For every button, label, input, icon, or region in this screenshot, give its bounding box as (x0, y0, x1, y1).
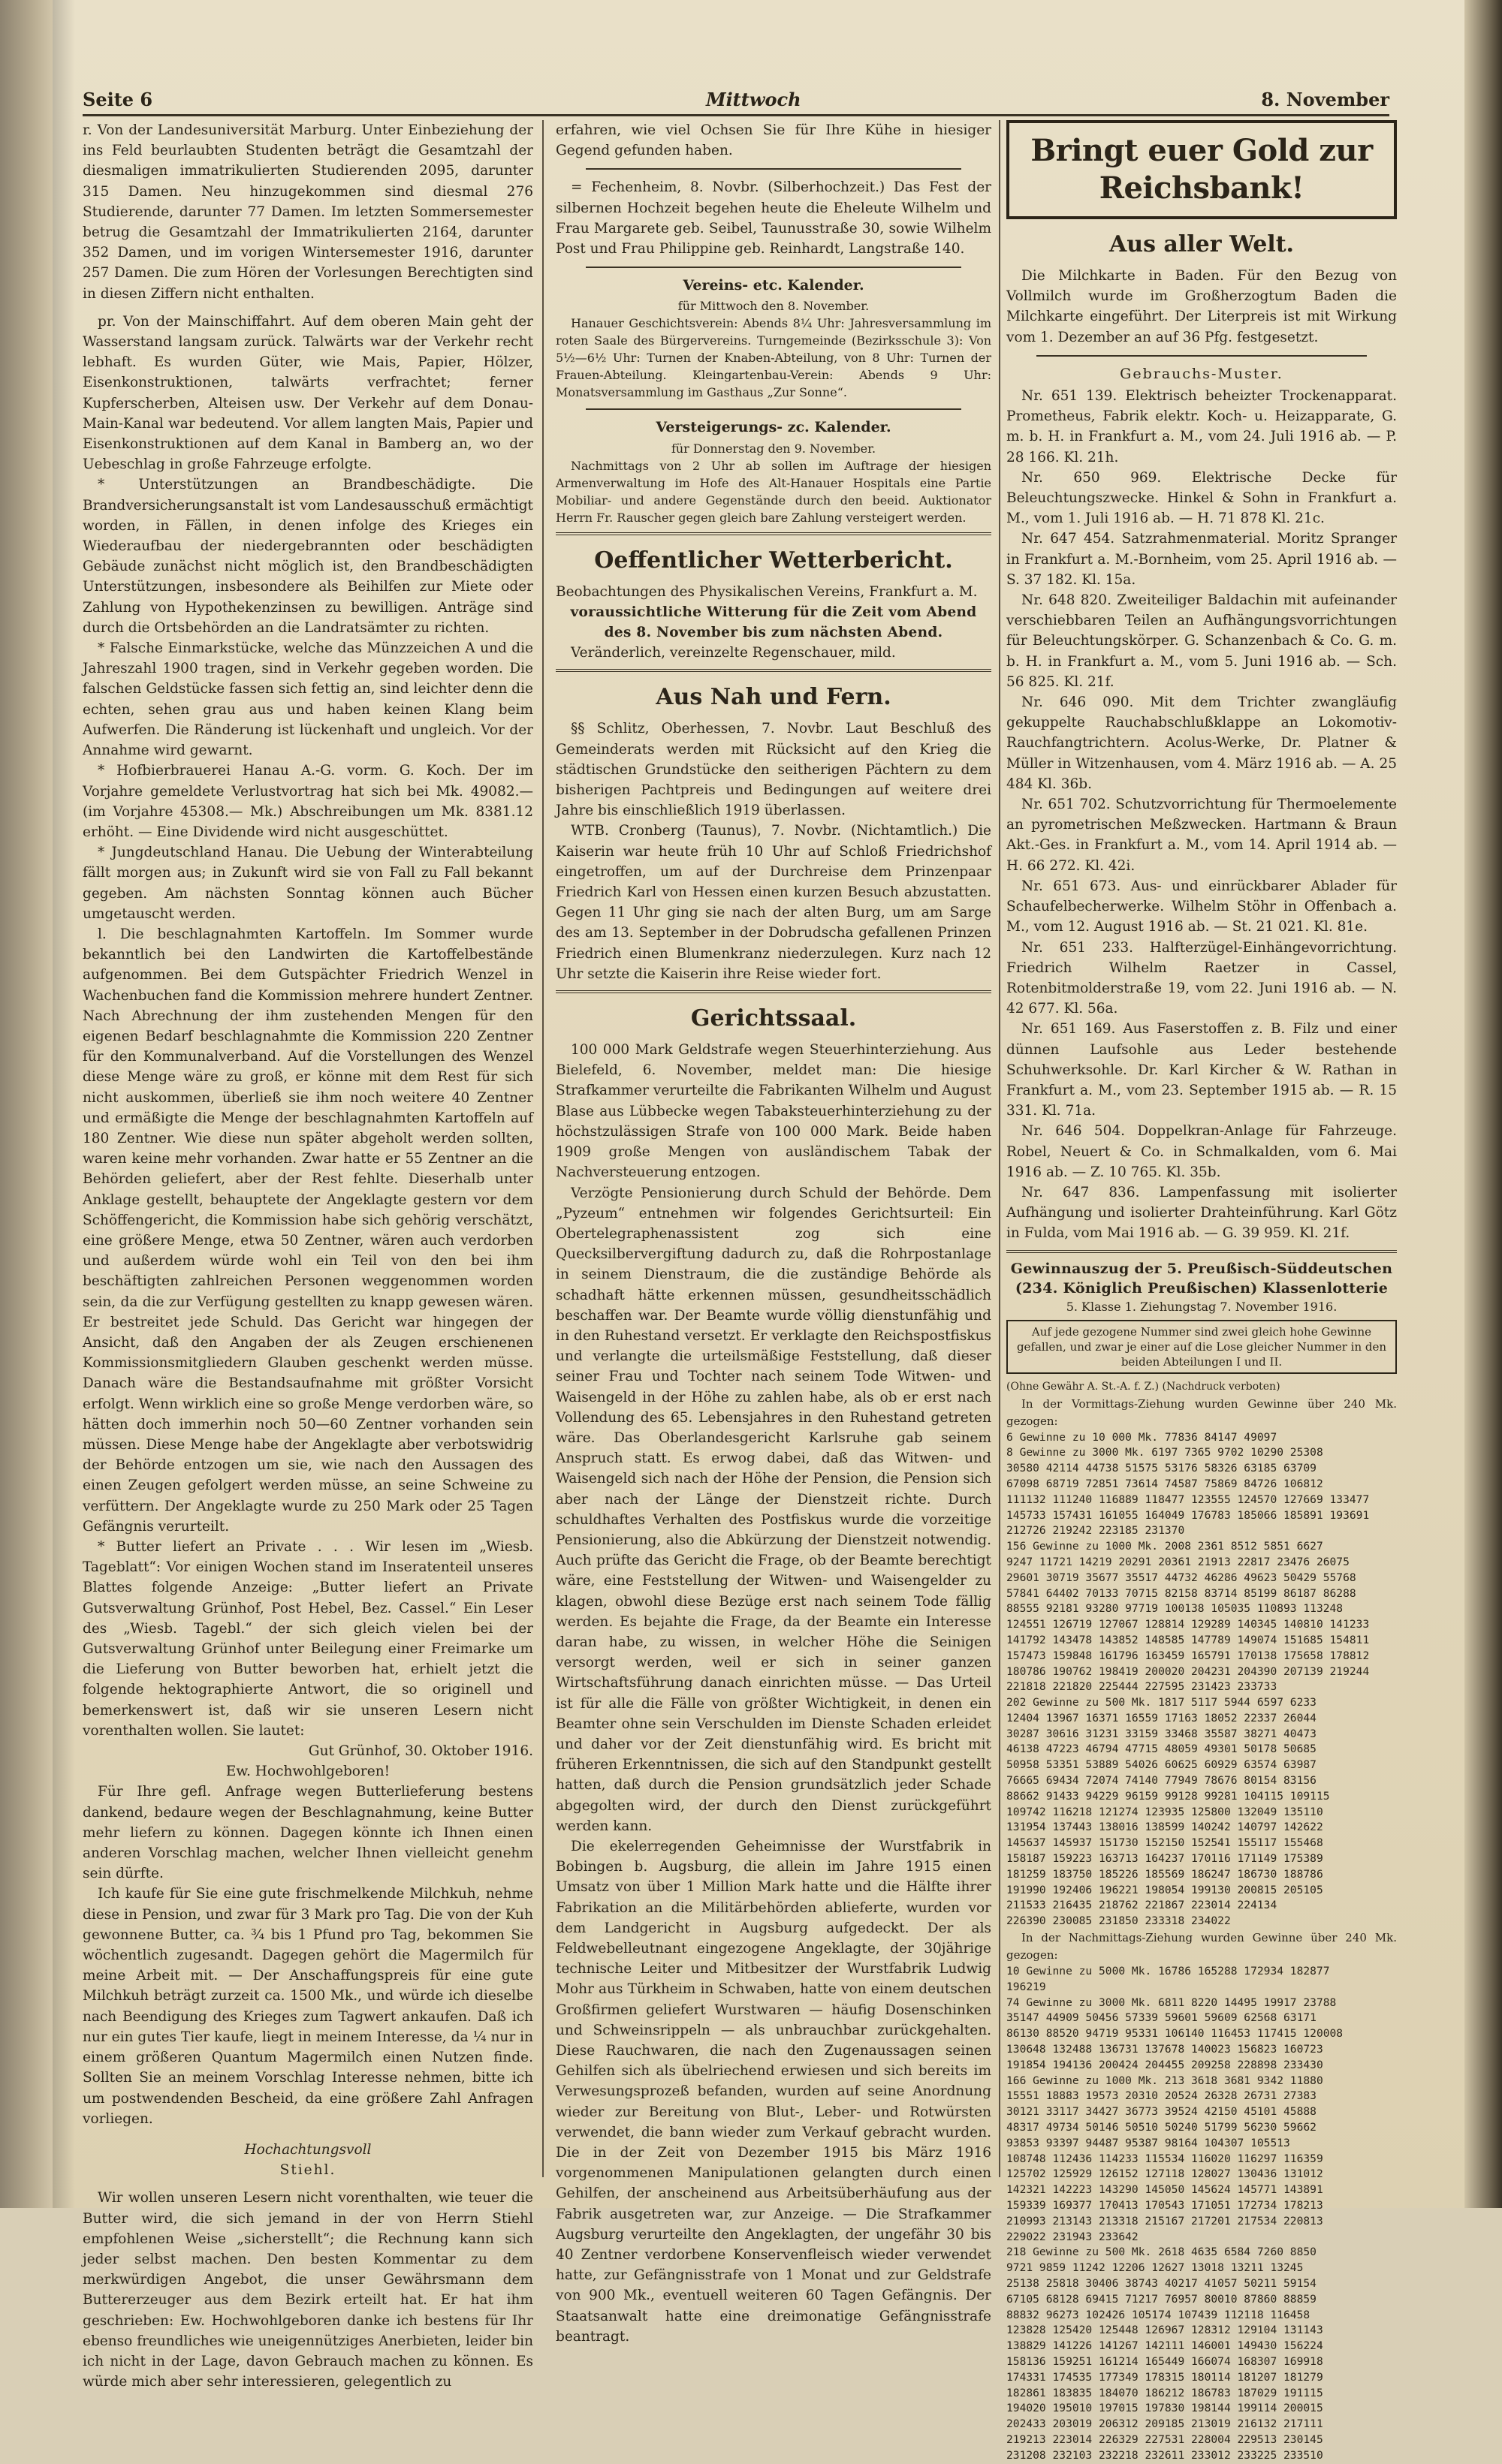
lotto-number-line: 202 Gewinne zu 500 Mk. 1817 5117 5944 6597 6233 (1006, 1696, 1317, 1709)
article-einmarkstuecke: * Falsche Einmarkstücke, welche das Münzzeichen A und die Jahreszahl 1900 tragen, sind in Verkehr gegeben worden. Die falschen Geldstücke fassen sich fettig an, sind leichter denn die echten, sehen grau aus und haben keinen Klang beim Aufwerfen. Die Ränderung ist lückenhaft und ungleich. Vor der Annahme wird gewarnt. (83, 640, 533, 759)
lotto-number-line: 125702 125929 126152 127118 128027 130436 131012 (1006, 2167, 1323, 2181)
article-hofbierbrauerei: * Hofbierbrauerei Hanau A.-G. vorm. G. Koch. Der im Vorjahre gemeldete Verlustvortrag hat sich bei Mk. 49082.— (im Vorjahre 45308.— Mk.) Abschreibungen um Mk. 8381.12 erhöht. — Eine Dividende wird nicht ausgeschüttet. (83, 763, 533, 840)
gm-item: Nr. 651 169. Aus Faserstoffen z. B. Filz und einer dünnen Laufsohle aus Leder bestehende Schuhwerksohle. Dr. Karl Kircher & W. Rathan in Frankfurt a. M., vom 23. September 1915 ab. — R. 15 331. Kl. 71a. (1006, 1021, 1397, 1119)
gm-item: Nr. 651 702. Schutzvorrichtung für Thermoelemente an pyrometrischen Meßzwecken. Hartmann & Braun Akt.-Ges. in Frankfurt a. M., vom 14. April 1914 ab. — H. 66 272. Kl. 42i. (1006, 797, 1397, 874)
lotto-numbers-afternoon (1006, 1964, 1397, 2464)
lotto-number-line: 88832 96273 102426 105174 107439 112118 116458 (1006, 2308, 1310, 2321)
article-jungdeutschland: * Jungdeutschland Hanau. Die Uebung der Winterabteilung fällt morgen aus; in Zukunft wird sie von Fall zu Fall bekannt gegeben. Am nächsten Sonntag können auch Bücher umgetauscht werden. (83, 845, 533, 922)
article-cronberg: WTB. Cronberg (Taunus), 7. Novbr. (Nichtamtlich.) Die Kaiserin war heute früh 10 Uhr auf Schloß Friedrichshof eingetroffen, um auf der Durchreise dem Prinzenpaar Friedrich Karl von Hessen einen kurzen Besuch abzustatten. Gegen 11 Uhr ging sie nach der alten Burg, um am Sarge des am 13. September in der Dobrudscha gefallenen Prinzen Friedrich einen Blumenkranz niederzulegen. Kurz nach 12 Uhr setzte die Kaiserin ihre Reise wieder fort. (556, 823, 991, 982)
book-spine (0, 0, 53, 2208)
article-marburg: r. Von der Landesuniversität Marburg. Unter Einbeziehung der ins Feld beurlaubten Studenten beträgt die Gesamtzahl der diesmaligen immatrikulierten Studierenden 2095, darunter 315 Damen. Neu hinzugekommen sind diesmal 276 Studierende, darunter 77 Damen. Im letzten Sommersemester betrug die Gesamtzahl der Immatrikulierten 2164, darunter 352 Damen, und im vorigen Wintersemester 1916, darunter 257 Damen. Die zum Hören der Vorlesungen Berechtigten sind in diesen Ziffern nicht enthalten. (83, 122, 533, 302)
vereins-text: Hanauer Geschichtsverein: Abends 8¼ Uhr: Jahresversammlung im roten Saale des Bürgervereins. Turngemeinde (Bezirksschule 3): Von 5½—6½ Uhr: Turnen der Knaben-Abteilung, von 8 Uhr: Turnen der Frauen-Abteilung. Kleingartenbau-Verein: Abends 9 Uhr: Monatsversammlung im Gasthaus „Zur Sonne“. (556, 316, 991, 400)
wetter-forecast: Veränderlich, vereinzelte Regenschauer, mild. (571, 645, 896, 661)
lotto-number-line: 157473 159848 161796 163459 165791 170138 175658 178812 (1006, 1649, 1370, 1662)
separator (586, 168, 961, 170)
lotto-number-line: 93853 93397 94487 95387 98164 104307 105513 (1006, 2136, 1290, 2149)
lotto-number-line: 131954 137443 138016 138599 140242 140797 142622 (1006, 1821, 1323, 1834)
lotto-number-line: 159339 169377 170413 170543 171051 172734 178213 (1006, 2199, 1323, 2212)
lotto-number-line: 158136 159251 161214 165449 166074 168307 169918 (1006, 2354, 1323, 2368)
lotto-number-line: 108748 112436 114233 115534 116020 116297 116359 (1006, 2152, 1323, 2165)
verst-title: Versteigerungs- zc. Kalender. (656, 419, 891, 436)
gm-item: Nr. 648 820. Zweiteiliger Baldachin mit aufeinander verschiebbaren Teilen an Aufhängungsvorrichtungen für Beleuchtungskörper. G. Schanzenbach & Co. G. m. b. H. in Frankfurt a. M., vom 5. Juni 1916 ab. — Sch. 56 825. Kl. 21f. (1006, 592, 1397, 690)
nah-title: Aus Nah und Fern. (656, 684, 891, 711)
letter-signature: Stiehl. (279, 2162, 336, 2179)
wetter-line: voraussichtliche Witterung für die Zeit vom Abend des 8. November bis zum nächsten Abend. (570, 604, 977, 641)
lotto-number-line: 194020 195010 197015 197830 198144 199114 200015 (1006, 2402, 1323, 2415)
separator (556, 669, 991, 672)
lotto-number-line: 86130 88520 94719 95331 106140 116453 117415 120008 (1006, 2027, 1344, 2041)
gm-item: Nr. 646 090. Mit dem Trichter zwangläufig gekuppelte Rauchabschlußklappe an Lokomotiv-Rauchfangtrichtern. Acolus-Werke, Dr. Platner & Müller in Witzenhausen, vom 4. März 1916 ab. — A. 25 484 Kl. 36b. (1006, 694, 1397, 792)
lotto-number-line: 29601 30719 35677 35517 44732 46286 49623 50429 55768 (1006, 1571, 1356, 1584)
lotto-number-line: 219213 223014 226329 227531 228004 229513 230145 (1006, 2432, 1323, 2446)
lotto-number-line: 191854 194136 200424 204455 209258 228898 233430 (1006, 2058, 1323, 2071)
lotto-number-line: 12404 13967 16371 16559 17163 18052 22337 26044 (1006, 1711, 1317, 1724)
lotto-number-line: 145637 145937 151730 152150 152541 155117 155468 (1006, 1836, 1323, 1850)
lotto-number-line: 88555 92181 93280 97719 100138 105035 110893 113248 (1006, 1602, 1344, 1616)
lotto-number-line: 35147 44909 50456 57339 59601 59609 62568 63171 (1006, 2011, 1317, 2025)
lotto-number-line: 10 Gewinne zu 5000 Mk. 16786 165288 172934 182877 (1006, 1965, 1330, 1978)
separator (586, 267, 961, 268)
lotto-number-line: 212726 219242 223185 231370 (1006, 1524, 1185, 1538)
lotto-number-line: 210993 213143 213318 215167 217201 217534 220813 (1006, 2214, 1323, 2228)
gericht-title: Gerichtssaal. (690, 1005, 857, 1032)
lotto-note: (Ohne Gewähr A. St.-A. f. Z.) (Nachdruck verboten) (1006, 1380, 1280, 1393)
lotto-number-line: 231208 232103 232218 232611 233012 233225 233510 (1006, 2448, 1323, 2462)
running-header (83, 84, 1389, 116)
lotto-number-line: 67098 68719 72851 73614 74587 75869 84726 106812 (1006, 1477, 1323, 1490)
letter-date: Gut Grünhof, 30. Oktober 1916. (308, 1743, 533, 1760)
article-bielefeld: 100 000 Mark Geldstrafe wegen Steuerhinterziehung. Aus Bielefeld, 6. November, meldet man: Die hiesige Strafkammer verurteilte die Fabrikanten Wilhelm und August Blase aus Lübbecke wegen Tabaksteuerhinterziehung zu der höchstzulässigen Strafe von 100 000 Mark. Beide haben 1909 große Mengen von ausländischem Tabak der Nachversteuerung entzogen. (556, 1042, 991, 1181)
lotto-number-line: 156 Gewinne zu 1000 Mk. 2008 2361 8512 5851 6627 (1006, 1540, 1323, 1553)
lotto-number-line: 88662 91433 94229 96159 99128 99281 104115 109115 (1006, 1789, 1330, 1803)
lotto-number-line: 142321 142223 143290 145050 145624 145771 143891 (1006, 2183, 1323, 2197)
lotto-number-line: 25138 25818 30406 38743 40217 41057 50211 59154 (1006, 2276, 1317, 2290)
lotto-number-line: 9247 11721 14219 20291 20361 21913 22817 23476 26075 (1006, 1555, 1350, 1568)
lotto-number-line: 111132 111240 116889 118477 123555 124570 127669 133477 (1006, 1493, 1370, 1506)
article-fechenheim: = Fechenheim, 8. Novbr. (Silberhochzeit.) Das Fest der silbernen Hochzeit begehen heute die Eheleute Wilhelm und Frau Margarete geb. Seibel, Taunusstraße 30, sowie Wilhelm Post und Frau Philippine geb. Reinhardt, Langstraße 140. (556, 179, 991, 258)
vereins-title: Vereins- etc. Kalender. (683, 277, 864, 294)
article-butter-tail: Wir wollen unseren Lesern nicht vorenthalten, wie teuer die Butter wird, die sich jemand in der von Herrn Stiehl empfohlenen Weise „sicherstellt“; die Rechnung kann sich jeder selbst machen. Den besten Kommentar zu dem merkwürdigen Angebot, die unser Gewährsmann dem Buttererzeuger aus dem Bezirk erteilt hat. Er hat ihm geschrieben: Ew. Hochwohlgeboren danke ich bestens für Ihr ebenso freundliches wie uneigennütziges Anerbieten, leider bin ich nicht in der Lage, davon Gebrauch machen zu können. Es würde mich aber sehr interessieren, gelegentlich zu (83, 2190, 533, 2390)
lotto-number-line: 46138 47223 46794 47715 48059 49301 50178 50685 (1006, 1743, 1317, 1756)
separator (1006, 1250, 1397, 1253)
article-butter: * Butter liefert an Private . . . Wir lesen im „Wiesb. Tageblatt“: Vor einigen Wochen stand im Inseratenteil unseres Blattes folgende Anzeige: „Butter liefert an Private Gutsverwaltung Grünhof, Post Hebel, Bez. Cassel.“ Ein Leser des „Wiesb. Tagebl.“ der sich gleich vielen bei der Gutsverwaltung Grünhof unter Beilegung einer Freimarke um die Lieferung von Butter beworben hat, erhielt jetzt die folgende hektographierte Antwort, die so originell und bemerkenswert ist, daß wir sie unseren Lesern nicht vorenthalten wollen. Sie lautet: (83, 1539, 533, 1739)
lotto-number-line: 211533 216435 218762 221867 223014 224134 (1006, 1899, 1277, 1912)
lotto-number-line: 229022 231943 233642 (1006, 2230, 1139, 2243)
lotto-number-line: 182861 183835 184070 186212 186783 187029 191115 (1006, 2386, 1323, 2399)
lotto-number-line: 30287 30616 31231 33159 33468 35587 38271 40473 (1006, 1727, 1317, 1740)
vereins-date: für Mittwoch den 8. November. (677, 299, 870, 314)
article-kartoffeln: l. Die beschlagnahmten Kartoffeln. Im Sommer wurde bekanntlich bei den Landwirten die Kartoffelbestände aufgenommen. Bei dem Gutspächter Friedrich Wenzel in Wachenbuchen fand die Kommission mehrere hundert Zentner. Nach Abrechnung der ihm zustehenden Mengen für den eigenen Bedarf beschlagnahmte die Kommission 220 Zentner für den Kommunalverband. Auf die Vorstellungen des Wenzel diese Menge wäre zu groß, er könne mit dem Rest für sich nicht auskommen, überließ sie ihm noch weitere 40 Zentner und ermäßigte die Menge der beschlagnahmten Kartoffeln auf 180 Zentner. Wie diese nun später abgeholt werden sollten, waren keine mehr vorhanden. Zwar hatte er 55 Zentner an die Behörden geliefert, aber der Rest fehlte. Dieserhalb unter Anklage gestellt, behauptete der Angeklagte gestern vor dem Schöffengericht, die Kommission habe sich gehörig verschätzt, eine größere Menge, etwa 50 Zentner, wären auch verdorben und außerdem würde wohl ein Teil von den bei ihm beschäftigten zahlreichen Personen weggenommen worden sein, da die zur Verfügung gestellten zu knapp gewesen wären. Er bestreitet jede Schuld. Das Gericht war hingegen der Ansicht, daß den Angaben der als Zeugen erschienenen Kommissionsmitgliedern Glauben geschenkt werden müsse. Danach wäre die Bestandsaufnahme mit größter Vorsicht erfolgt. Wenn wirklich eine so große Menge verdorben wäre, so hätten doch immerhin noch 50—60 Zentner vorhanden sein müssen. Diese Menge habe der Angeklagte aber verbotswidrig der Behörde entzogen um sie, wie nach den Aussagen des einen Zeugen gefolgert werden müsse, an seine Schweine zu verfüttern. Der Angeklagte wurde zu 250 Mark oder 25 Tagen Gefängnis verurteilt. (83, 926, 534, 1535)
letter-para: Für Ihre gefl. Anfrage wegen Butterlieferung bestens dankend, bedaure wegen der Beschlagnahmung, keine Butter mehr liefern zu können. Dagegen könnte ich Ihnen einen anderen Vorschlag machen, welcher Ihnen vielleicht genehm sein dürfte. (83, 1784, 533, 1882)
letter-para: Ich kaufe für Sie eine gute frischmelkende Milchkuh, nehme diese in Pension, und zwar für 3 Mark pro Tag. Die von der Kuh gewonnene Butter, ca. ¾ bis 1 Pfund pro Tag, bekommen Sie wöchentlich zugesandt. Dagegen gehört die Magermilch für meine Arbeit mit. — Der Anschaffungspreis für eine gute Milchkuh beträgt zurzeit ca. 1500 Mk., und würde ich dieselbe nach Beendigung des Krieges zum Tagwert ankaufen. Daß ich nur ein gutes Tier kaufe, liegt in meinem Interesse, da ¼ nur in einem größeren Quantum Magermilch einen Nutzen finde. Sollten Sie an meinem Vorschlag Interesse nehmen, bitte ich um postwendenden Bescheid, da eine größere Zahl Anfragen vorliegen. (83, 1886, 533, 2127)
lotto-number-line: 221818 221820 225444 227595 231423 233733 (1006, 1680, 1277, 1694)
lotto-number-line: 158187 159223 163713 164237 170116 171149 175389 (1006, 1852, 1323, 1866)
lotto-number-line: 145733 157431 161055 164049 176783 185066 185891 193691 (1006, 1508, 1370, 1522)
lotto-number-line: 48317 49734 50146 50510 50240 51799 56230 59662 (1006, 2121, 1317, 2134)
lotto-number-line: 181259 183750 185226 185569 186247 186730 188786 (1006, 1867, 1323, 1881)
separator (556, 532, 991, 535)
article-continued: erfahren, wie viel Ochsen Sie für Ihre Kühe in hiesiger Gegend gefunden haben. (556, 122, 991, 159)
separator (586, 408, 961, 410)
article-milchkarte: Die Milchkarte in Baden. Für den Bezug von Vollmilch wurde im Großherzogtum Baden die Milchkarte eingeführt. Der Literpreis ist mit Wirkung vom 1. Dezember an auf 36 Pfg. festgesetzt. (1006, 268, 1397, 345)
verst-date: für Donnerstag den 9. November. (671, 441, 876, 456)
lotto-number-line: 109742 116218 121274 123935 125800 132049 135110 (1006, 1805, 1323, 1818)
weekday: Mittwoch (706, 89, 801, 110)
lotto-number-line: 123828 125420 125448 126967 128312 129104 131143 (1006, 2324, 1323, 2337)
wetter-line: Beobachtungen des Physikalischen Vereins, Frankfurt a. M. (556, 583, 978, 600)
gold-banner: Bringt euer Gold zur Reichsbank! (1006, 120, 1397, 219)
lotto-number-line: 67105 68128 69415 71217 76957 80010 87860 88859 (1006, 2292, 1317, 2306)
lotto-number-line: 130648 132488 136731 137678 140023 156823 160723 (1006, 2043, 1323, 2056)
lotto-number-line: 202433 203019 206312 209185 213019 216132 217111 (1006, 2417, 1323, 2431)
lotto-number-line: 191990 192406 196221 198054 199130 200815 205105 (1006, 1883, 1323, 1896)
column-3 (1006, 120, 1397, 2462)
lotto-number-line: 124551 126719 127067 128814 129289 140345 140810 141233 (1006, 1618, 1370, 1631)
lotto-number-line: 50958 53351 53889 54026 60625 60929 63574 63987 (1006, 1758, 1317, 1772)
gm-item: Nr. 651 233. Halfterzügel-Einhängevorrichtung. Friedrich Wilhelm Raetzer in Cassel, Rotenbitmolderstraße 19, vom 22. Juni 1916 ab. — N. 42 677. Kl. 56a. (1006, 939, 1397, 1017)
lotto-number-line: 57841 64402 70133 70715 82158 83714 85199 86187 86288 (1006, 1586, 1356, 1600)
page-number: Seite 6 (83, 89, 153, 110)
column-2 (556, 120, 991, 2345)
lotto-number-line: 74 Gewinne zu 3000 Mk. 6811 8220 14495 19917 23788 (1006, 1996, 1337, 2009)
lotto-notice: Auf jede gezogene Nummer sind zwei gleich hohe Gewinne gefallen, und zwar je einer auf die Lose gleicher Nummer in den beiden Abteilungen I und II. (1006, 1320, 1397, 1374)
lotto-number-line: 6 Gewinne zu 10 000 Mk. 77836 84147 49097 (1006, 1430, 1277, 1444)
lotto-nachm: In der Nachmittags-Ziehung wurden Gewinne über 240 Mk. gezogen: (1006, 1931, 1397, 1962)
article-brandbeschaedigte: * Unterstützungen an Brandbeschädigte. Die Brandversicherungsanstalt ist vom Landesausschuß ermächtigt worden, in Fällen, in denen infolge des Krieges ein Wiederaufbau der niedergebrannten oder beschädigten Gebäude zunächst nicht möglich ist, den Brandbeschädigten Unterstützungen, insbesondere als Beihilfen zur Miete oder Zahlung von Hypothekenzinsen zu bewilligen. Anträge sind durch die Ortsbehörden an die Landratsämter zu richten. (83, 477, 533, 636)
lotto-number-line: 218 Gewinne zu 500 Mk. 2618 4635 6584 7260 8850 (1006, 2246, 1317, 2259)
lotto-vorm: In der Vormittags-Ziehung wurden Gewinne über 240 Mk. gezogen: (1006, 1396, 1397, 1428)
gutter-shadow (53, 0, 75, 2208)
lotto-number-line: 15551 18883 19573 20310 20524 26328 26731 27383 (1006, 2089, 1317, 2103)
gm-item: Nr. 651 139. Elektrisch beheizter Trockenapparat. Prometheus, Fabrik elektr. Koch- u. Heizapparate, G. m. b. H. in Frankfurt a. M., vom 24. Juli 1916 ab. — P. 28 166. Kl. 21h. (1006, 388, 1397, 465)
letter-closing: Hochachtungsvoll (244, 2141, 372, 2158)
gm-title: Gebrauchs-Muster. (1120, 365, 1283, 382)
lotto-number-line: 180786 190762 198419 200020 204231 204390 207139 219244 (1006, 1664, 1370, 1678)
welt-title: Aus aller Welt. (1108, 231, 1295, 258)
lotto-number-line: 30580 42114 44738 51575 53176 58326 63185 63709 (1006, 1462, 1317, 1475)
lotto-number-line: 226390 230085 231850 233318 234022 (1006, 1914, 1231, 1928)
column-rule (542, 120, 544, 2177)
column-rule (999, 120, 1000, 2177)
page-edge (1464, 0, 1502, 2208)
verst-text: Nachmittags von 2 Uhr ab sollen im Auftrage der hiesigen Armenverwaltung im Hofe des Alt-Hanauer Hospitals eine Partie Mobiliar- und andere Gegenstände durch den beeid. Auktionator Herrn Fr. Rauscher gegen gleich bare Zahlung versteigert werden. (556, 458, 991, 525)
letter-salutation: Ew. Hochwohlgeboren! (225, 1764, 391, 1780)
lotto-numbers-morning (1006, 1430, 1397, 1930)
lotto-number-line: 8 Gewinne zu 3000 Mk. 6197 7365 9702 10290 25308 (1006, 1446, 1323, 1459)
lotto-number-line: 196219 (1006, 1980, 1046, 1993)
gm-item: Nr. 650 969. Elektrische Decke für Beleuchtungszwecke. Hinkel & Sohn in Frankfurt a. M., vom 1. Juli 1916 ab. — H. 71 878 Kl. 21c. (1006, 469, 1397, 527)
lotto-number-line: 30121 33117 34427 36773 39524 42150 45101 45888 (1006, 2105, 1317, 2119)
gm-item: Nr. 651 673. Aus- und einrückbarer Ablader für Schaufelbecherwerke. Wilhelm Stöhr in Offenbach a. M., vom 12. August 1916 ab. — St. 21 021. Kl. 81e. (1006, 878, 1397, 935)
wetter-title: Oeffentlicher Wetterbericht. (594, 547, 953, 574)
article-wurstfabrik: Die ekelerregenden Geheimnisse der Wurstfabrik in Bobingen b. Augsburg, die allein im Jahre 1915 einen Umsatz von über 1 Million Mark hatte und die Hälfte ihrer Fabrikation an die Militärbehörden ablieferte, wurden vor dem Landgericht in Augsburg aufgedeckt. Der als Feldwebelleutnant eingezogene Angeklagte, der 30jährige technische Leiter und Mitbesitzer der Wurstfabrik Ludwig Mohr aus Türkheim in Schwaben, hatte von einem deutschen Großfirmen geliefert Wurstwaren — häufig Dosenschinken und Schweinsrippeln — als unbrauchbar zurückgehalten. Diese Rauchwaren, die nach den Zugenaussagen seinen Gehilfen sich als übelriechend erwiesen und sich bereits im Verwesungsprozeß befanden, wurden auf seine Anordnung wieder zur Bereitung von Blut-, Leber- und Rotwürsten verwendet, die bann wieder zum Verkauf gebracht wurden. Die in der Zeit von Dezember 1915 bis März 1916 vorgenommenen Manipulationen gelangten durch einen Gehilfen, der anscheinend aus Arbeitsüberhäufung aus der Fabrik ausgetreten war, zur Anzeige. — Die Strafkammer Augsburg verurteilte den Angeklagten, der ungefähr 30 bis 40 Zentner verdorbene Konservenfleisch wieder verwendet hatte, zur Gefängnisstrafe von 1 Monat und zur Geldstrafe von 900 Mk., eventuell weiteren 60 Tagen Gefängnis. Der Staatsanwalt hatte eine dreimonatige Gefängnisstrafe beantragt. (556, 1839, 991, 2345)
lotto-number-line: 138829 141226 141267 142111 146001 149430 156224 (1006, 2339, 1323, 2353)
lotto-sub: 5. Klasse 1. Ziehungstag 7. November 1916. (1066, 1299, 1338, 1314)
article-pension: Verzögte Pensionierung durch Schuld der Behörde. Dem „Pyzeum“ entnehmen wir folgendes Gerichtsurteil: Ein Obertelegraphenassistent zog sich eine Quecksilbervergiftung dadurch zu, daß die Rohrpostanlage in seinem Dienstraum, die die zuständige Behörde als schadhaft hätte erkennen müssen, gesundheitsschädlich beschaffen war. Der Beamte wurde völlig dienstunfähig und in den Ruhestand versetzt. Er verklagte den Reichspostfiskus und verlangte die urteilsmäßige Feststellung, daß dieser seiner Frau und Tochter nach seinem Tode Witwen- und Waisengeld in der Höhe zu zahlen habe, als ob er erst nach Vollendung des 65. Lebensjahres in den Ruhestand getreten wäre. Das Oberlandesgericht Karlsruhe gab seinem Anspruch statt. Es erwog dabei, daß das Witwen- und Waisengeld sich nach der Höhe der Pension, die Pension sich aber nach der Länge der Dienstzeit richte. Durch schuldhaftes Verhalten des Postfiskus wurde die vorzeitige Pensionierung, also die Abkürzung der Dienstzeit notwendig. Auch prüfte das Gericht die Frage, ob der Beamte berechtigt wäre, eine Feststellung der Witwen- und Waisengelder zu klagen, obwohl diese Bezüge erst nach seinem Tode fällig werden. Es bejahte die Frage, da der Beamte ein Interesse daran habe, zu wissen, in welcher Höhe die Seinigen versorgt werden, weil er sich in seiner ganzen Wirtschaftsführung danach einrichten müsse. — Das Urteil ist für alle die Fälle von größter Wichtigkeit, in denen ein Beamter ohne sein Verschulden im Dienste Schaden erleidet und daher vor der Zeit dienstunfähig wird. Es bricht mit früheren Erkenntnissen, die sich auf den Standpunkt gestellt hatten, daß durch die Pension grundsätzlich jeder Schade abgegolten wird, der durch den Dienst zurückgeführt werden kann. (556, 1185, 991, 1834)
issue-date: 8. November (1261, 89, 1389, 110)
separator (556, 990, 991, 993)
lotto-number-line: 141792 143478 143852 148585 147789 149074 151685 154811 (1006, 1633, 1370, 1646)
lotto-number-line: 76665 69434 72074 74140 77949 78676 80154 83156 (1006, 1774, 1317, 1788)
lotto-number-line: 166 Gewinne zu 1000 Mk. 213 3618 3681 9342 11880 (1006, 2074, 1323, 2087)
gm-item: Nr. 647 454. Satzrahmenmaterial. Moritz Spranger in Frankfurt a. M.-Bornheim, vom 25. April 1916 ab. — S. 37 182. Kl. 15a. (1006, 531, 1397, 588)
article-mainschiffahrt: pr. Von der Mainschiffahrt. Auf dem oberen Main geht der Wasserstand langsam zurück. Talwärts war der Verkehr recht lebhaft. Es wurden Güter, wie Mais, Papier, Hölzer, Eisenkonstruktionen, talwärts verfrachtet; ferner Kupferscherben, Alteisen usw. Der Verkehr auf dem Donau-Main-Kanal war bedeutend. Vor allem langten Mais, Papier und Eisenkonstruktionen auf dem Kanal in Bamberg an, wo der Uebeschlag in große Fahrzeuge erfolgte. (83, 313, 533, 473)
separator (1036, 355, 1367, 357)
lotto-number-line: 9721 9859 11242 12206 12627 13018 13211 13245 (1006, 2261, 1304, 2275)
lotto-number-line: 174331 174535 177349 178315 180114 181207 181279 (1006, 2370, 1323, 2384)
gm-item: Nr. 647 836. Lampenfassung mit isolierter Aufhängung und isolierter Drahteinführung. Karl Götz in Fulda, vom Mai 1916 ab. — G. 39 959. Kl. 21f. (1006, 1184, 1397, 1242)
column-1 (83, 120, 534, 2390)
article-schlitz: §§ Schlitz, Oberhessen, 7. Novbr. Laut Beschluß des Gemeinderats werden mit Rücksicht auf den Krieg die städtischen Grundstücke den seitherigen Pächtern zu dem bisherigen Pachtpreis und Bedingungen auf weitere drei Jahre bis einschließlich 1919 überlassen. (556, 721, 991, 819)
gm-item: Nr. 646 504. Doppelkran-Anlage für Fahrzeuge. Robel, Neuert & Co. in Schmalkalden, vom 6. Mai 1916 ab. — Z. 10 765. Kl. 35b. (1006, 1123, 1397, 1180)
lotto-title: Gewinnauszug der 5. Preußisch-Süddeutschen (234. Königlich Preußischen) Klassenlotterie (1010, 1260, 1393, 1297)
